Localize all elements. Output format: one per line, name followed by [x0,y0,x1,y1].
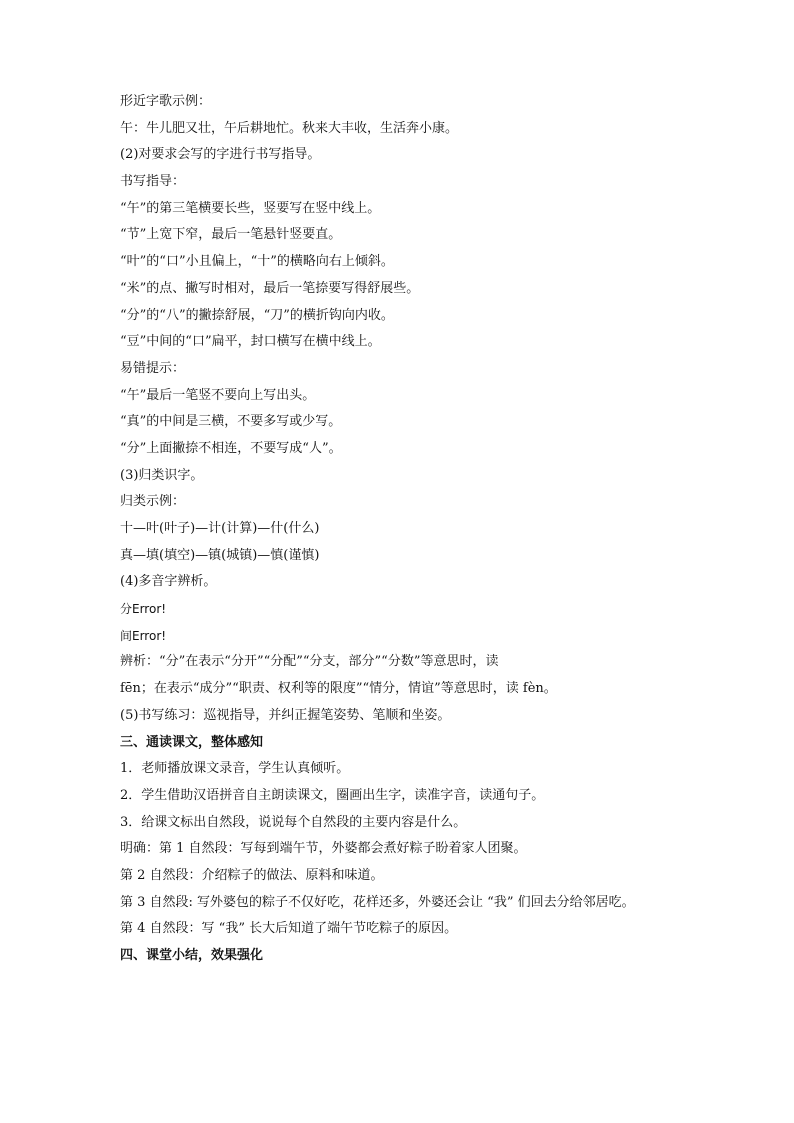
text-line: 第 2 自然段：介绍粽子的做法、原料和味道。 [120,867,384,883]
text-line: (5)书写练习：巡视指导，并纠正握笔姿势、笔顺和坐姿。 [120,707,451,723]
text-line: 归类示例： [120,494,186,510]
error-field: 分Error! [120,602,167,617]
text-line: 十—叶(叶子)—计(计算)—什(什么) [120,521,320,536]
text-line: 易错提示： [120,360,186,376]
text-line: 2．学生借助汉语拼音自主朗读课文，圈画出生字，读准字音，读通句子。 [120,787,545,803]
text-line: 书写指导： [120,174,186,190]
text-line: (3)归类识字。 [120,467,204,483]
text-line: (2)对要求会写的字进行书写指导。 [120,147,321,163]
text-line: “节”上宽下窄，最后一笔悬针竖要直。 [120,227,342,243]
text-line: 辨析：“分”在表示“分开”“分配”“分支，部分”“分数”等意思时，读 [120,654,499,670]
text-line: 明确：第 1 自然段：写每到端午节，外婆都会煮好粽子盼着家人团聚。 [120,841,527,857]
text-paragraph: 第 3 自然段: 写外婆包的粽子不仅好吃，花样还多，外婆还会让 “我” 们回去分给邻居吃。 [120,894,635,910]
text-line: 1．老师播放课文录音，学生认真倾听。 [120,761,350,777]
text-line: fēn；在表示“成分”“职责、权利等的限度”“情分，情谊”等意思时，读 fèn。 [120,681,557,697]
error-field: 间Error! [120,628,167,643]
text-line: “豆”中间的“口”扁平，封口横写在横中线上。 [120,334,381,350]
text-line: 午：牛儿肥又壮，午后耕地忙。秋来大丰收，生活奔小康。 [120,120,459,136]
text-line: “米”的点、撇写时相对，最后一笔捺要写得舒展些。 [120,280,420,296]
text-line: 第 4 自然段：写 “我” 长大后知道了端午节吃粽子的原因。 [120,921,458,937]
section-heading: 三、通读课文，整体感知 [120,734,264,750]
text-line: “真”的中间是三横，不要多写或少写。 [120,414,342,430]
text-line: “分”上面撇捺不相连，不要写成“人”。 [120,440,342,456]
text-line: “午”最后一笔竖不要向上写出头。 [120,387,316,403]
text-line: “午”的第三笔横要长些，竖要写在竖中线上。 [120,200,381,216]
text-line: (4)多音字辨析。 [120,574,217,590]
text-line: 真—填(填空)—镇(城镇)—慎(谨慎) [120,547,320,563]
text-line: “叶”的“口”小且偏上，“十”的横略向右上倾斜。 [120,254,394,270]
text-line: “分”的“八”的撇捺舒展，“刀”的横折钩向内收。 [120,307,394,323]
section-heading: 四、课堂小结，效果强化 [120,948,264,963]
document-body [120,92,680,973]
text-line: 形近字歌示例： [120,94,212,109]
text-line: 3．给课文标出自然段，说说每个自然段的主要内容是什么。 [120,814,467,830]
